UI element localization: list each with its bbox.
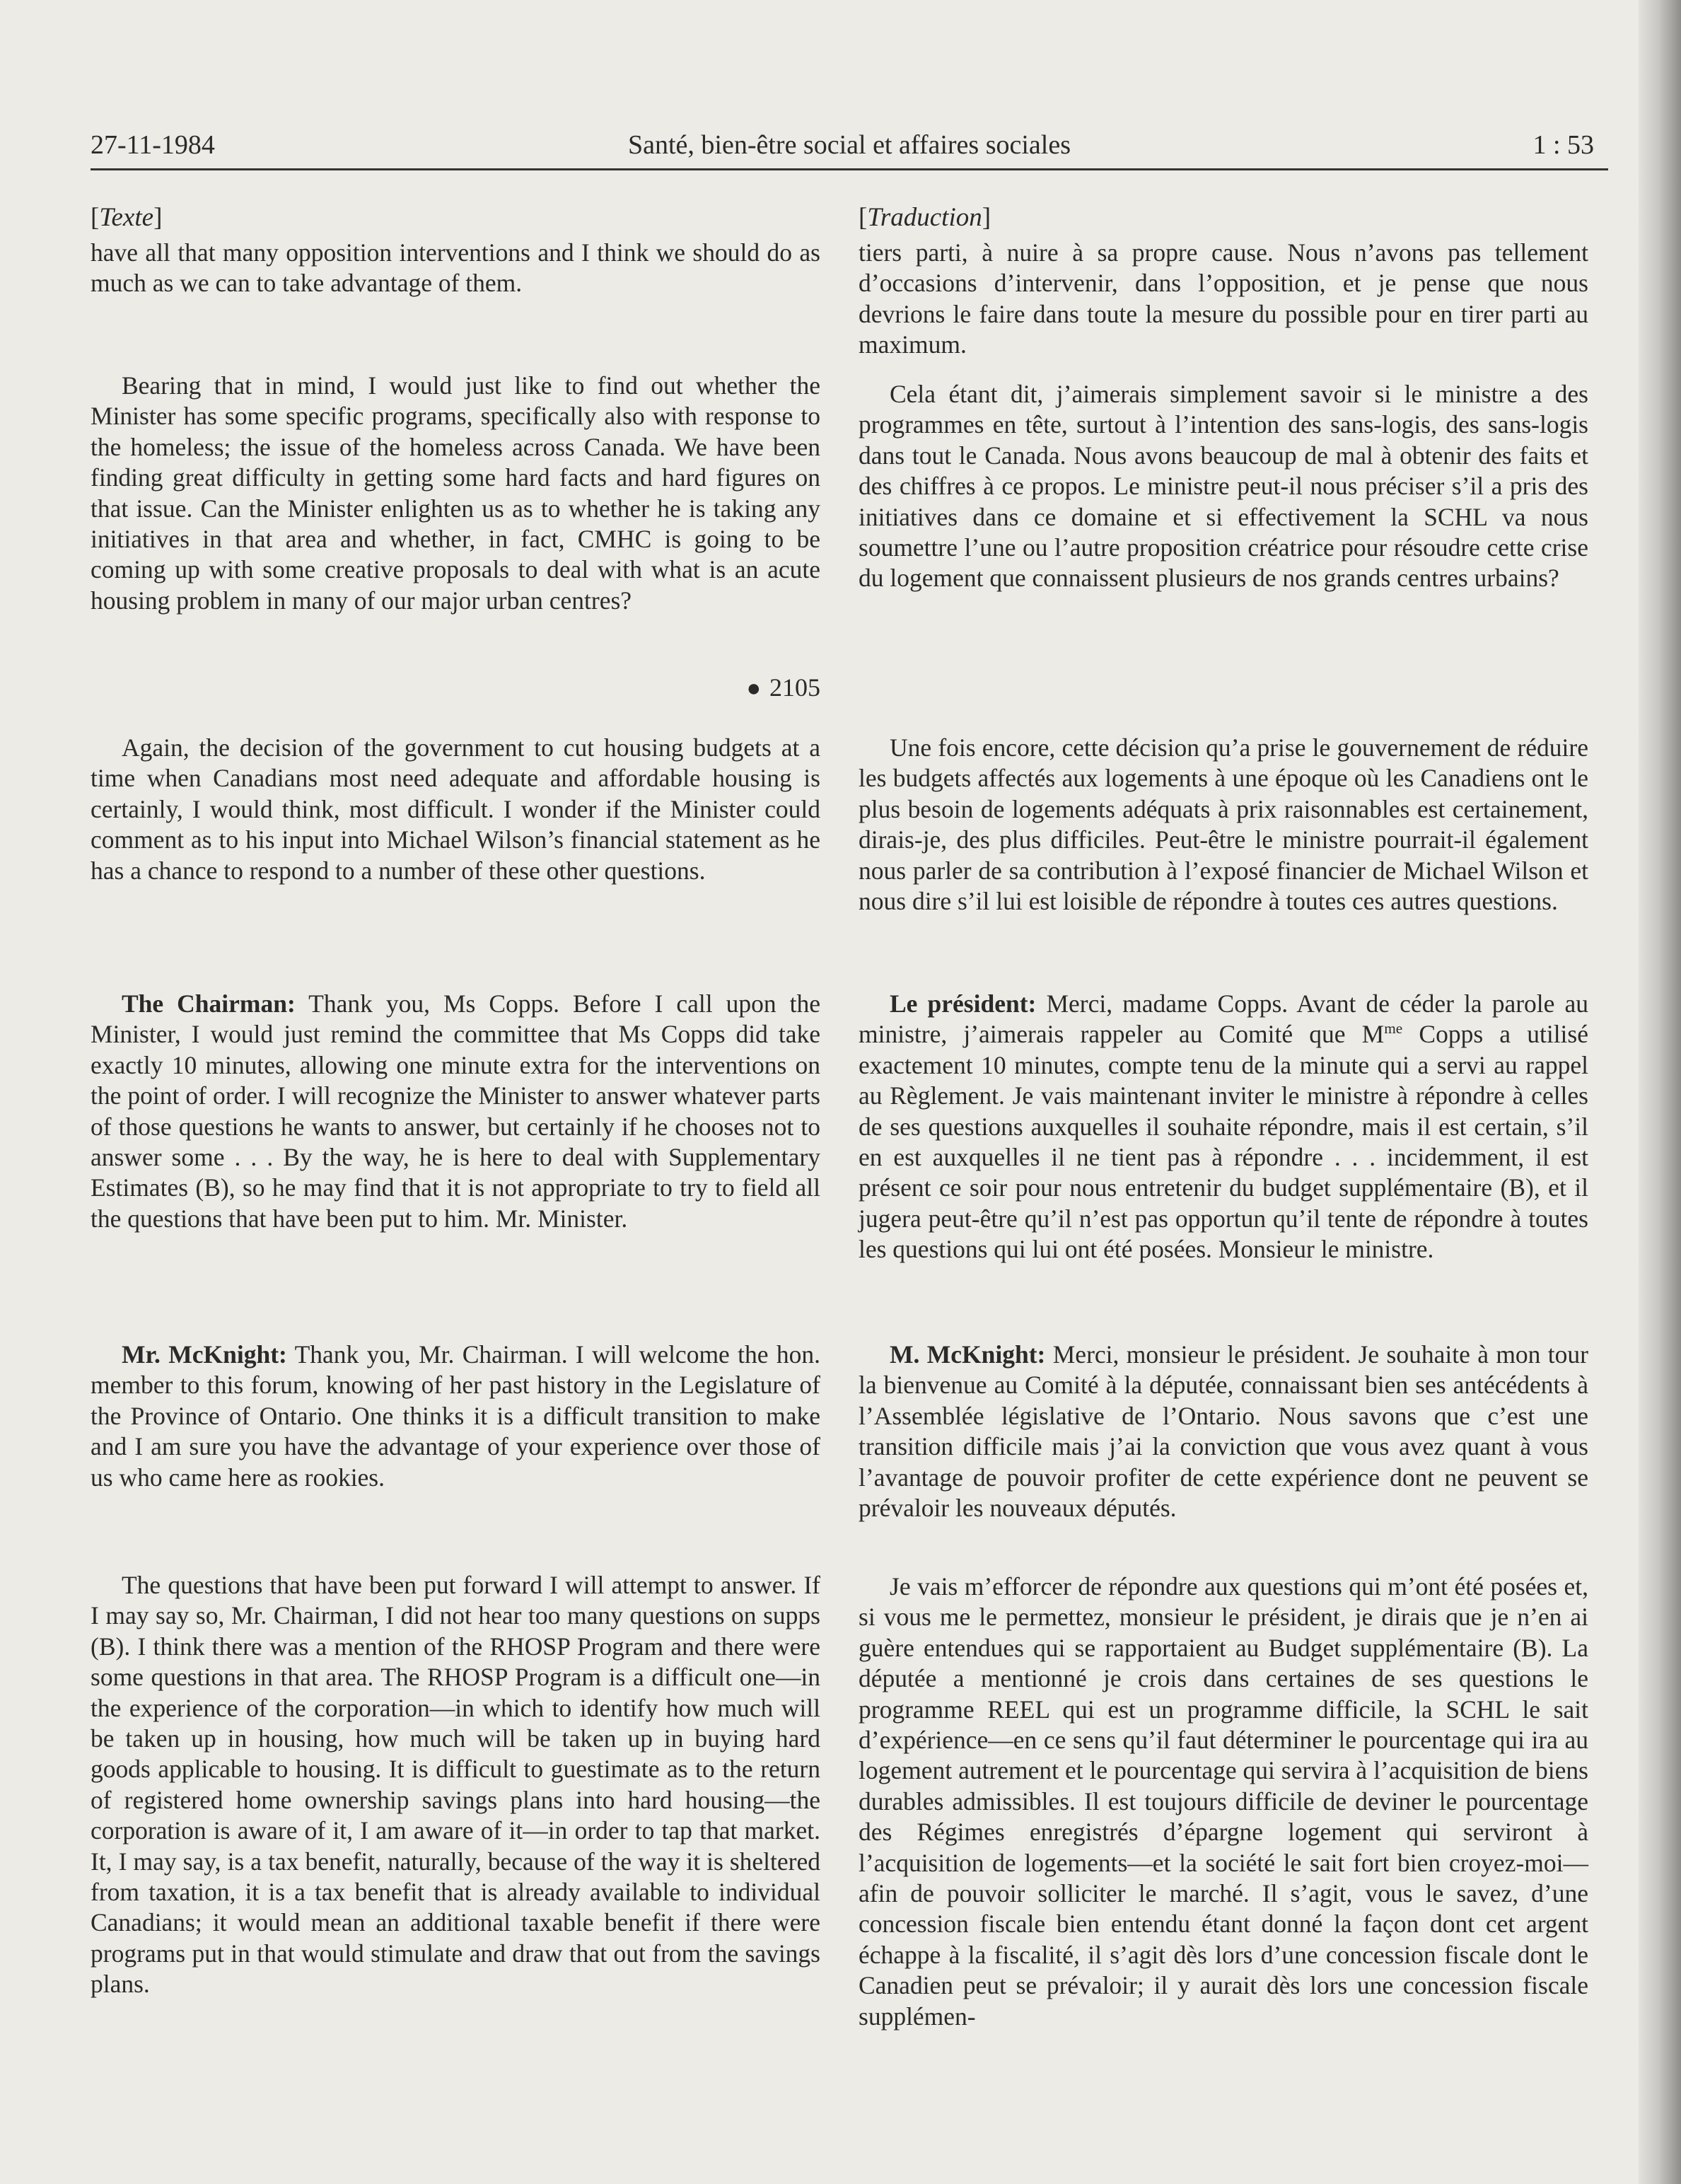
en-speaker-mcknight: Mr. McKnight: (122, 1340, 287, 1369)
en-paragraph-5-text: Thank you, Mr. Chairman. I will welcome the hon. member to this forum, knowing of her past history in the Legislature of the Province of Ontario. One thinks it is a difficult transition to make and I am sure you have the advantage of your experience over those of us who came here as rookies. (91, 1340, 820, 1492)
traduction-tag-label: Traduction (867, 203, 982, 232)
fr-paragraph-3: Une fois encore, cette décision qu’a prise le gouvernement de réduire les budgets affectés aux logements à une époque où les Canadiens ont le plus besoin de logements adéquats à prix raisonnables est certainement, dirais-je, des plus difficiles. Peut-être le ministre pourrait-il également nous parler de sa contribution à l’exposé financier de Michael Wilson et nous dire s’il lui est loisible de répondre à toutes ces autres questions. (859, 733, 1588, 916)
header-title: Santé, bien-être social et affaires sociales (627, 130, 1071, 160)
fr-paragraph-4 (859, 989, 1588, 1265)
text-tag: [Texte] (91, 203, 163, 232)
running-header (91, 126, 1608, 170)
time-marker-value: 2105 (769, 673, 820, 702)
en-speaker-chairman: The Chairman: (122, 989, 296, 1018)
en-paragraph-1: have all that many opposition interventions and I think we should do as much as we can to take advantage of them. (91, 238, 820, 298)
header-date: 27-11-1984 (91, 130, 215, 160)
page-binding-edge (1639, 0, 1681, 2184)
traduction-tag: [Traduction] (859, 203, 991, 232)
fr-speaker-mcknight: M. McKnight: (890, 1340, 1046, 1369)
fr-paragraph-5-text: Merci, monsieur le président. Je souhaite à mon tour la bienvenue au Comité à la députée, connaissant bien ses antécédents à l’Assemblée législative de l’Ontario. Nous savons que c’est une transition difficile mais j’ai la conviction que vous avez quant à vous l’avantage de pouvoir profiter de cette expérience dont ne peuvent se prévaloir les nouveaux députés. (859, 1340, 1588, 1523)
fr-paragraph-6: Je vais m’efforcer de répondre aux questions qui m’ont été posées et, si vous me le permettez, monsieur le président, je dirais que je n’en ai guère entendues qui se rapportaient au Budget supplémentaire (B). La députée a mentionné je crois dans certaines de ses questions le programme REEL qui est un programme difficile, la SCHL le sait d’expérience—en ce sens qu’il faut déterminer le pourcentage qui ira au logement autrement et le pourcentage qui servira à l’acquisition de biens durables admissibles. Il est toujours difficile de deviner le pourcentage des Régimes enregistrés d’épargne logement qui serviront à l’acquisition de logements—et la société le sait fort bien croyez-moi—afin de pouvoir solliciter le marché. Il s’agit, vous le savez, d’une concession fiscale bien entendu étant donné la façon dont cet argent échappe à la fiscalité, il s’agit dès lors d’une concession fiscale dont le Canadien peut se prévaloir; il y aurait dès lors une concession fiscale supplémen- (859, 1572, 1588, 2031)
en-paragraph-4 (91, 989, 820, 1234)
en-paragraph-6: The questions that have been put forward I will attempt to answer. If I may say so, Mr. Chairman, I did not hear too many questions on supps (B). I think there was a mention of the RHOSP Program and there were some questions in that area. The RHOSP Program is a difficult one—in the experience of the corporation—in which to identify how much will be taken up in housing, how much will be taken up in buying hard goods applicable to housing. It is difficult to guestimate as to the return of registered home ownership savings plans into hard housing—the corporation is aware of it, I am aware of it—in order to tap that market. It, I may say, is a tax benefit, naturally, because of the way it is sheltered from taxation, it is a tax benefit that is already available to individual Canadians; it would mean an additional taxable benefit if there were programs put in that would stimulate and draw that out from the savings plans. (91, 1571, 820, 1999)
fr-paragraph-5 (859, 1340, 1588, 1523)
fr-paragraph-2: Cela étant dit, j’aimerais simplement savoir si le ministre a des programmes en tête, surtout à l’intention des sans-logis, des sans-logis dans tout le Canada. Nous avons beaucoup de mal à obtenir des faits et des chiffres à ce propos. Le ministre peut-il nous préciser s’il a pris des initiatives dans ce domaine et si effectivement la SCHL va nous soumettre l’une ou l’autre proposition créatrice pour résoudre cette crise du logement que connaissent plusieurs de nos grands centres urbains? (859, 380, 1588, 593)
bullet-icon: ● (746, 675, 761, 702)
time-marker (746, 672, 820, 704)
fr-paragraph-4-text-b: Copps a utilisé exactement 10 minutes, compte tenu de la minute qui a servi au rappel au Règlement. Je vais maintenant inviter le ministre à répondre à celles de ses questions auxquelles il souhaite répondre, mais il est certain, s’il en est auxquelles il ne tient pas à répondre . . . incidemment, il est présent ce soir pour nous entretenir du budget supplémentaire (B), et il jugera peut-être qu’il n’est pas opportun qu’il tente de répondre à toutes les questions qui lui ont été posées. Monsieur le ministre. (859, 1020, 1588, 1264)
fr-paragraph-4-text-a: Merci, madame Copps. Avant de céder la parole au ministre, j’aimerais rappeler au Comité que M (859, 989, 1588, 1049)
fr-speaker-president: Le président: (890, 989, 1037, 1018)
fr-title-abbrev-superscript: me (1384, 1020, 1403, 1038)
header-page-number: 1 : 53 (1532, 130, 1594, 160)
french-column (859, 201, 1588, 2082)
en-paragraph-3: Again, the decision of the government to cut housing budgets at a time when Canadians most need adequate and affordable housing is certainly, I would think, most difficult. I wonder if the Minister could comment as to his input into Michael Wilson’s financial statement as he has a chance to respond to a number of these other questions. (91, 733, 820, 885)
en-paragraph-4-text: Thank you, Ms Copps. Before I call upon the Minister, I would just remind the committee that Ms Copps did take exactly 10 minutes, allowing one minute extra for the interventions on the point of order. I will recognize the Minister to answer whatever parts of those questions he wants to answer, but certainly if he chooses not to answer some . . . By the way, he is here to deal with Supplementary Estimates (B), so he may find that it is not appropriate to try to field all the questions that have been put to him. Mr. Minister. (91, 989, 820, 1233)
english-column (91, 201, 820, 2082)
text-tag-label: Texte (99, 203, 154, 232)
en-paragraph-2: Bearing that in mind, I would just like to find out whether the Minister has some specific programs, specifically also with response to the homeless; the issue of the homeless across Canada. We have been finding great difficulty in getting some hard facts and hard figures on that issue. Can the Minister enlighten us as to whether he is taking any initiatives in that area and whether, in fact, CMHC is going to be coming up with some creative proposals to deal with what is an acute housing problem in many of our major urban centres? (91, 371, 820, 615)
en-paragraph-5 (91, 1340, 820, 1493)
fr-paragraph-1: tiers parti, à nuire à sa propre cause. Nous n’avons pas tellement d’occasions d’intervenir, dans l’opposition, et je pense que nous devrions le faire dans toute la mesure du possible pour en tirer parti au maximum. (859, 238, 1588, 359)
